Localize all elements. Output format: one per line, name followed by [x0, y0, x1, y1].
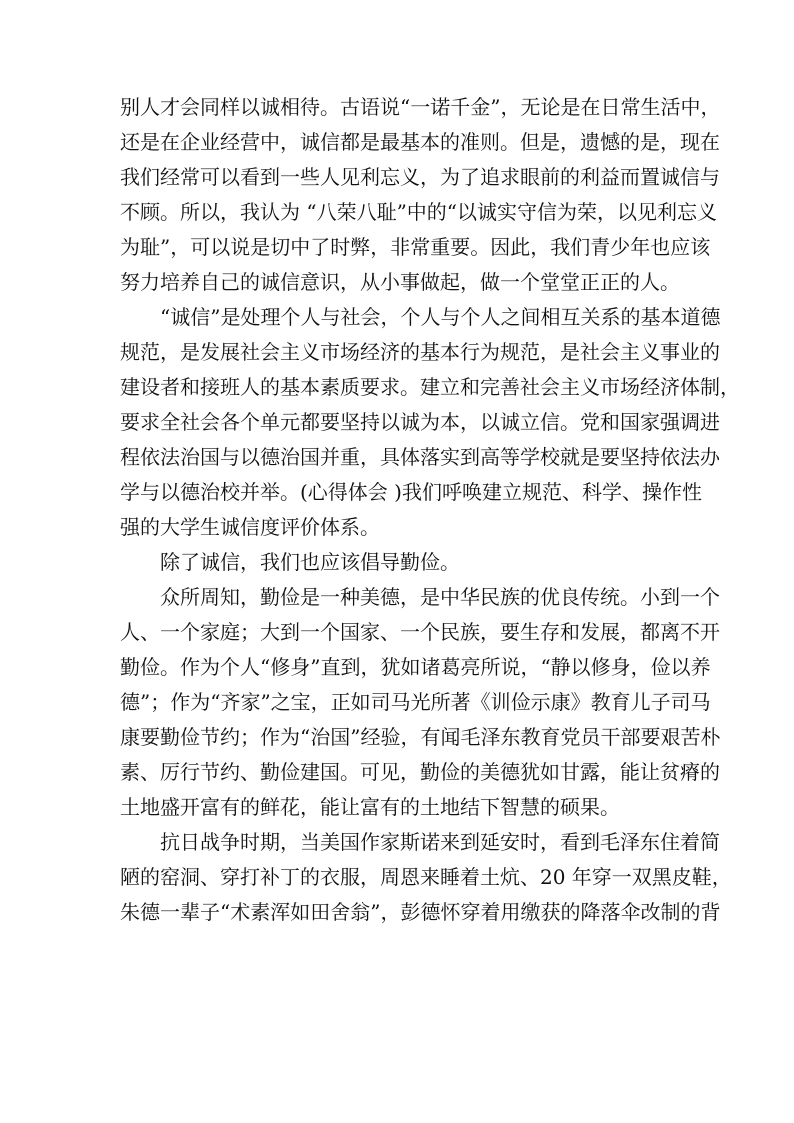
text-line: 努力培养自己的诚信意识，从小事做起，做一个堂堂正正的人。 [120, 270, 680, 294]
text-line: 除了诚信，我们也应该倡导勤俭。 [160, 550, 460, 574]
document-page [120, 90, 740, 930]
paragraph-5 [120, 825, 732, 930]
text-line: 抗日战争时期，当美国作家斯诺来到延安时，看到毛泽东住着简 [160, 830, 720, 854]
text-line: 强的大学生诚信度评价体系。 [120, 515, 380, 539]
text-line: 陋的窑洞、穿打补丁的衣服，周恩来睡着土炕、20 年穿一双黑皮鞋， [120, 865, 732, 889]
paragraph-2 [120, 300, 740, 545]
text-line: 还是在企业经营中，诚信都是最基本的准则。但是，遗憾的是，现在 [120, 130, 720, 154]
text-line: 我们经常可以看到一些人见利忘义，为了追求眼前的利益而置诚信与 [120, 165, 720, 189]
text-line: 土地盛开富有的鲜花，能让富有的土地结下智慧的硕果。 [120, 795, 620, 819]
text-line: 要求全社会各个单元都要坚持以诚为本，以诚立信。党和国家强调进 [120, 410, 720, 434]
text-line: 规范，是发展社会主义市场经济的基本行为规范，是社会主义事业的 [120, 340, 720, 364]
text-line: 程依法治国与以德治国并重，具体落实到高等学校就是要坚持依法办 [120, 445, 720, 469]
paragraph-4 [120, 580, 721, 825]
text-line: 别人才会同样以诚相待。古语说“一诺千金”，无论是在日常生活中， [120, 95, 721, 119]
text-line: 学与以德治校并举。(心得体会 )我们呼唤建立规范、科学、操作性 [120, 480, 702, 504]
text-line: 朱德一辈子“术素浑如田舍翁”，彭德怀穿着用缴获的降落伞改制的背 [120, 900, 721, 924]
text-line: 建设者和接班人的基本素质要求。建立和完善社会主义市场经济体制， [120, 375, 740, 399]
text-line: 康要勤俭节约；作为“治国”经验，有闻毛泽东教育党员干部要艰苦朴 [120, 725, 721, 749]
text-line: “诚信”是处理个人与社会，个人与个人之间相互关系的基本道德 [160, 305, 721, 329]
text-line: 素、厉行节约、勤俭建国。可见，勤俭的美德犹如甘露，能让贫瘠的 [120, 760, 720, 784]
text-line: 勤俭。作为个人“修身”直到，犹如诸葛亮所说，“静以修身，俭以养 [120, 655, 711, 679]
text-line: 德”；作为“齐家”之宝，正如司马光所著《训俭示康》教育儿子司马 [120, 690, 711, 714]
paragraph-3 [120, 545, 676, 580]
text-line: 不顾。所以，我认为 “八荣八耻”中的“以诚实守信为荣，以见利忘义 [120, 200, 718, 224]
text-line: 人、一个家庭；大到一个国家、一个民族，要生存和发展，都离不开 [120, 620, 720, 644]
text-line: 为耻”，可以说是切中了时弊，非常重要。因此，我们青少年也应该 [120, 235, 711, 259]
text-line: 众所周知，勤俭是一种美德，是中华民族的优良传统。小到一个 [160, 585, 720, 609]
paragraph-1 [120, 90, 721, 300]
